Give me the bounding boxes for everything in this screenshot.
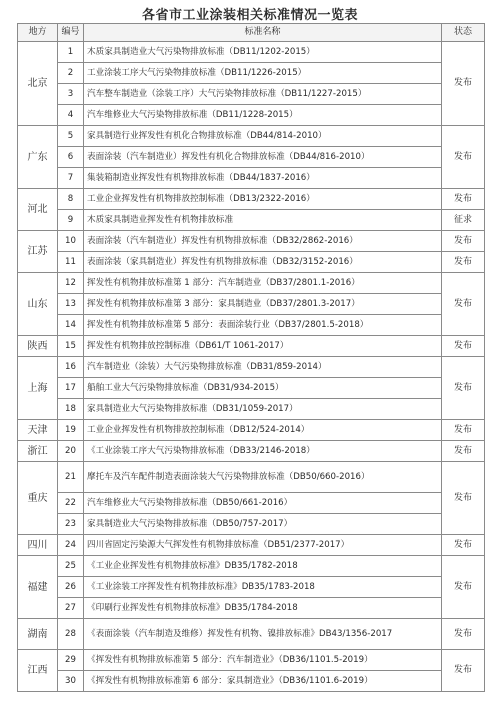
status-cell: 发布 — [442, 231, 485, 252]
number-cell: 26 — [58, 577, 84, 598]
table-row — [18, 63, 485, 84]
standard-name-cell: 表面涂装（家具制造业）挥发性有机物排放标准（DB32/3152-2016） — [84, 252, 442, 273]
table-row — [18, 168, 485, 189]
number-cell: 18 — [58, 399, 84, 420]
table-row — [18, 535, 485, 556]
header-standard-name: 标准名称 — [84, 24, 442, 42]
status-cell: 发布 — [442, 252, 485, 273]
number-cell: 30 — [58, 671, 84, 692]
status-cell: 发布 — [442, 357, 485, 420]
status-cell: 发布 — [442, 42, 485, 126]
number-cell: 27 — [58, 598, 84, 619]
standard-name-cell: 工业涂装工序大气污染物排放标准（DB11/1226-2015） — [84, 63, 442, 84]
status-cell: 发布 — [442, 189, 485, 210]
region-cell: 河北 — [18, 189, 58, 231]
table-row — [18, 231, 485, 252]
region-cell: 广东 — [18, 126, 58, 189]
number-cell: 2 — [58, 63, 84, 84]
number-cell: 4 — [58, 105, 84, 126]
region-cell: 北京 — [18, 42, 58, 126]
table-row — [18, 650, 485, 671]
standard-name-cell: 木质家具制造业大气污染物排放标准（DB11/1202-2015） — [84, 42, 442, 63]
table-row — [18, 357, 485, 378]
region-cell: 湖南 — [18, 619, 58, 650]
standard-name-cell: 汽车制造业（涂装）大气污染物排放标准（DB31/859-2014） — [84, 357, 442, 378]
number-cell: 6 — [58, 147, 84, 168]
number-cell: 22 — [58, 493, 84, 514]
standard-name-cell: 集装箱制造业挥发性有机物排放标准（DB44/1837-2016） — [84, 168, 442, 189]
number-cell: 13 — [58, 294, 84, 315]
region-cell: 陕西 — [18, 336, 58, 357]
number-cell: 24 — [58, 535, 84, 556]
table-row — [18, 336, 485, 357]
region-cell: 山东 — [18, 273, 58, 336]
standard-name-cell: 挥发性有机物排放标准第 1 部分：汽车制造业（DB37/2801.1-2016） — [84, 273, 442, 294]
table-row — [18, 315, 485, 336]
status-cell: 发布 — [442, 273, 485, 336]
table-row — [18, 420, 485, 441]
standard-name-cell: 汽车整车制造业（涂装工序）大气污染物排放标准（DB11/1227-2015） — [84, 84, 442, 105]
status-cell: 发布 — [442, 462, 485, 535]
number-cell: 11 — [58, 252, 84, 273]
table-row — [18, 189, 485, 210]
number-cell: 3 — [58, 84, 84, 105]
standard-name-cell: 挥发性有机物排放标准第 5 部分：表面涂装行业（DB37/2801.5-2018） — [84, 315, 442, 336]
standard-name-cell: 四川省固定污染源大气挥发性有机物排放标准（DB51/2377-2017） — [84, 535, 442, 556]
standard-name-cell: 《挥发性有机物排放标准第 5 部分：汽车制造业》（DB36/1101.5-2019） — [84, 650, 442, 671]
table-row — [18, 273, 485, 294]
table-row — [18, 598, 485, 619]
standard-name-cell: 表面涂装（汽车制造业）挥发性有机化合物排放标准（DB44/816-2010） — [84, 147, 442, 168]
header-row — [18, 24, 485, 42]
table-row — [18, 671, 485, 692]
number-cell: 23 — [58, 514, 84, 535]
standard-name-cell: 《工业涂装工序挥发性有机物排放标准》DB35/1783-2018 — [84, 577, 442, 598]
status-cell: 发布 — [442, 420, 485, 441]
number-cell: 12 — [58, 273, 84, 294]
standard-name-cell: 《挥发性有机物排放标准第 6 部分：家具制造业》（DB36/1101.6-2019） — [84, 671, 442, 692]
standard-name-cell: 工业企业挥发性有机物排放控制标准（DB12/524-2014） — [84, 420, 442, 441]
status-cell: 发布 — [442, 556, 485, 619]
number-cell: 7 — [58, 168, 84, 189]
number-cell: 10 — [58, 231, 84, 252]
number-cell: 1 — [58, 42, 84, 63]
region-cell: 上海 — [18, 357, 58, 420]
table-row — [18, 462, 485, 493]
standard-name-cell: 木质家具制造业挥发性有机物排放标准 — [84, 210, 442, 231]
table-row — [18, 556, 485, 577]
standard-name-cell: 《印刷行业挥发性有机物排放标准》DB35/1784-2018 — [84, 598, 442, 619]
table-title: 各省市工业涂装相关标准情况一览表 — [141, 8, 358, 23]
standard-name-cell: 《表面涂装（汽车制造及维修）挥发性有机物、镍排放标准》DB43/1356-2017 — [84, 619, 442, 650]
table-row — [18, 514, 485, 535]
number-cell: 5 — [58, 126, 84, 147]
standard-name-cell: 汽车维修业大气污染物排放标准（DB50/661-2016） — [84, 493, 442, 514]
number-cell: 14 — [58, 315, 84, 336]
number-cell: 9 — [58, 210, 84, 231]
table-row — [18, 493, 485, 514]
standard-name-cell: 工业企业挥发性有机物排放控制标准（DB13/2322-2016） — [84, 189, 442, 210]
table-body — [18, 42, 485, 692]
region-cell: 四川 — [18, 535, 58, 556]
table-row — [18, 84, 485, 105]
region-cell: 江苏 — [18, 231, 58, 273]
table-row — [18, 126, 485, 147]
region-cell: 重庆 — [18, 462, 58, 535]
standard-name-cell: 汽车维修业大气污染物排放标准（DB11/1228-2015） — [84, 105, 442, 126]
table-row — [18, 441, 485, 462]
status-cell: 发布 — [442, 126, 485, 189]
number-cell: 29 — [58, 650, 84, 671]
region-cell: 天津 — [18, 420, 58, 441]
region-cell: 福建 — [18, 556, 58, 619]
table-row — [18, 294, 485, 315]
standard-name-cell: 摩托车及汽车配件制造表面涂装大气污染物排放标准（DB50/660-2016） — [84, 462, 442, 493]
standard-name-cell: 表面涂装（汽车制造业）挥发性有机物排放标准（DB32/2862-2016） — [84, 231, 442, 252]
status-cell: 征求 — [442, 210, 485, 231]
standard-name-cell: 家具制造行业挥发性有机化合物排放标准（DB44/814-2010） — [84, 126, 442, 147]
number-cell: 28 — [58, 619, 84, 650]
table-row — [18, 399, 485, 420]
status-cell: 发布 — [442, 619, 485, 650]
standards-table — [17, 23, 485, 692]
region-cell: 浙江 — [18, 441, 58, 462]
table-row — [18, 378, 485, 399]
number-cell: 8 — [58, 189, 84, 210]
number-cell: 25 — [58, 556, 84, 577]
table-row — [18, 105, 485, 126]
table-row — [18, 619, 485, 650]
number-cell: 16 — [58, 357, 84, 378]
table-row — [18, 42, 485, 63]
status-cell: 发布 — [442, 650, 485, 692]
standard-name-cell: 《工业涂装工序大气污染物排放标准（DB33/2146-2018） — [84, 441, 442, 462]
standard-name-cell: 挥发性有机物排放标准第 3 部分：家具制造业（DB37/2801.3-2017） — [84, 294, 442, 315]
table-row — [18, 252, 485, 273]
table-row — [18, 577, 485, 598]
number-cell: 21 — [58, 462, 84, 493]
number-cell: 20 — [58, 441, 84, 462]
status-cell: 发布 — [442, 441, 485, 462]
standard-name-cell: 船舶工业大气污染物排放标准（DB31/934-2015） — [84, 378, 442, 399]
number-cell: 19 — [58, 420, 84, 441]
standard-name-cell: 家具制造业大气污染物排放标准（DB50/757-2017） — [84, 514, 442, 535]
header-number: 编号 — [58, 24, 84, 42]
table-row — [18, 147, 485, 168]
status-cell: 发布 — [442, 336, 485, 357]
header-status: 状态 — [442, 24, 485, 42]
standard-name-cell: 挥发性有机物排放控制标准（DB61/T 1061-2017） — [84, 336, 442, 357]
standard-name-cell: 家具制造业大气污染物排放标准（DB31/1059-2017） — [84, 399, 442, 420]
standard-name-cell: 《工业企业挥发性有机物排放标准》DB35/1782-2018 — [84, 556, 442, 577]
number-cell: 17 — [58, 378, 84, 399]
region-cell: 江西 — [18, 650, 58, 692]
table-row — [18, 210, 485, 231]
status-cell: 发布 — [442, 535, 485, 556]
header-region: 地方 — [18, 24, 58, 42]
number-cell: 15 — [58, 336, 84, 357]
